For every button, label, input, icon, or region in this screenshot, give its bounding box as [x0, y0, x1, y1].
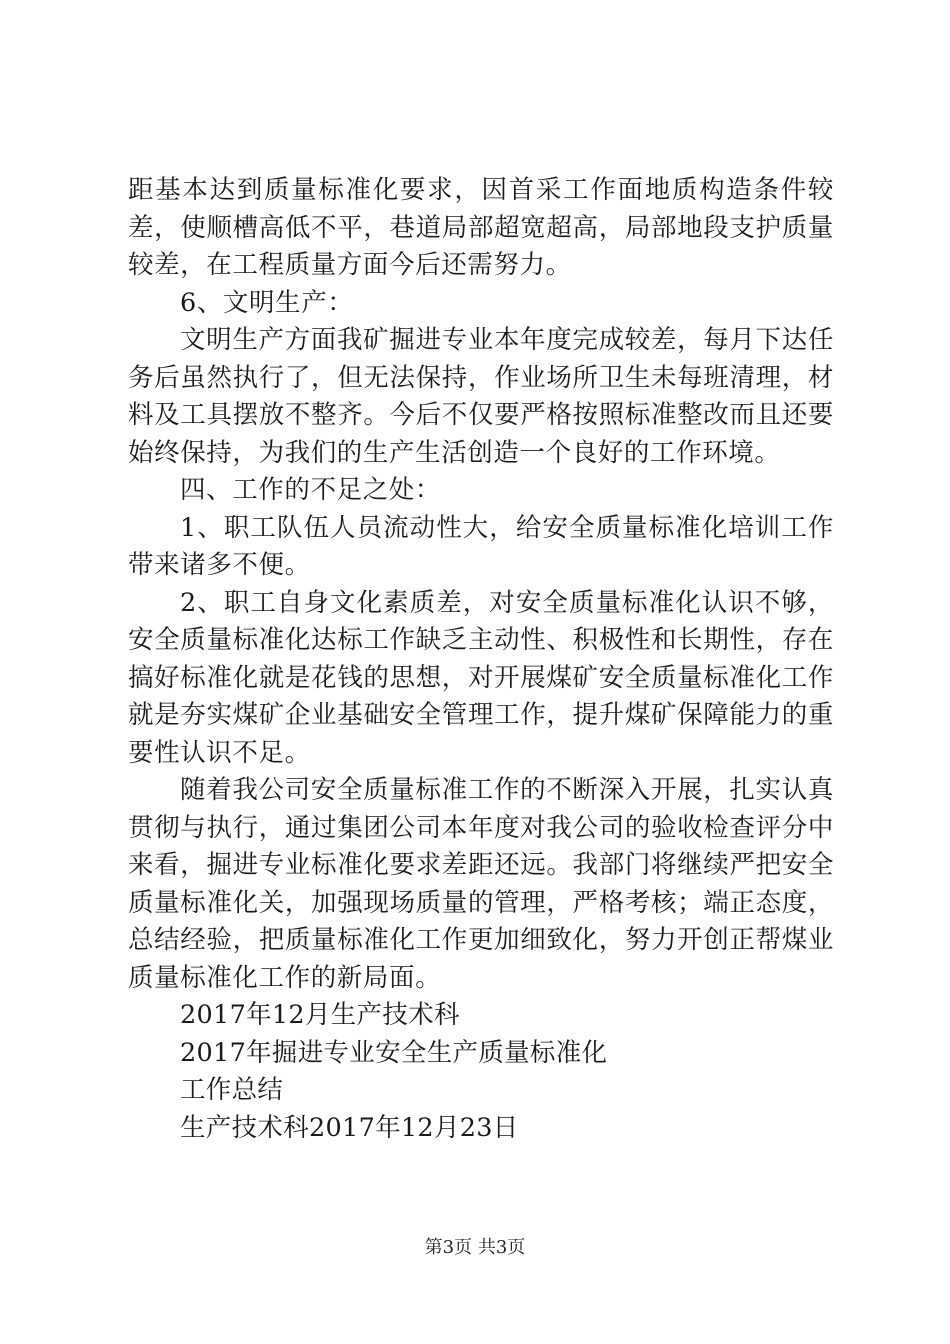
shortcoming-item-2: 2、职工自身文化素质差，对安全质量标准化认识不够，安全质量标准化达标工作缺乏主动性、积极性和长期性，存在搞好标准化就是花钱的思想，对开展煤矿安全质量标准化工作就是夯实煤矿企业基础安全管理工作，提升煤矿保障能力的重要性认识不足。 [128, 587, 834, 768]
signature-line: 工作总结 [180, 1075, 284, 1105]
document-body [128, 172, 834, 1147]
paragraph-continuation: 距基本达到质量标准化要求，因首采工作面地质构造条件较差，使顺槽高低不平，巷道局部超宽超高，局部地段支护质量较差，在工程质量方面今后还需努力。 [128, 175, 834, 280]
section-heading-civilized-production: 6、文明生产： [180, 287, 354, 318]
page-footer: 第3页 共3页 [424, 1237, 526, 1258]
signature-line: 2017年掘进专业安全生产质量标准化 [180, 1037, 608, 1068]
signature-line: 生产技术科2017年12月23日 [180, 1112, 519, 1143]
signature-line: 2017年12月生产技术科 [180, 1000, 460, 1030]
paragraph-conclusion: 随着我公司安全质量标准工作的不断深入开展，扎实认真贯彻与执行，通过集团公司本年度对我公司的验收检查评分中来看，掘进专业标准化要求差距还远。我部门将继续严把安全质量标准化关，加强现场质量的管理，严格考核；端正态度，总结经验，把质量标准化工作更加细致化，努力开创正帮煤业质量标准化工作的新局面。 [128, 775, 834, 993]
paragraph-civilized-production: 文明生产方面我矿掘进专业本年度完成较差，每月下达任务后虽然执行了，但无法保持，作业场所卫生未每班清理，材料及工具摆放不整齐。今后不仅要严格按照标准整改而且还要始终保持，为我们的生产生活创造一个良好的工作环境。 [128, 325, 834, 468]
section-heading-shortcomings: 四、工作的不足之处： [180, 475, 442, 505]
shortcoming-item-1: 1、职工队伍人员流动性大，给安全质量标准化培训工作带来诸多不便。 [128, 512, 834, 580]
